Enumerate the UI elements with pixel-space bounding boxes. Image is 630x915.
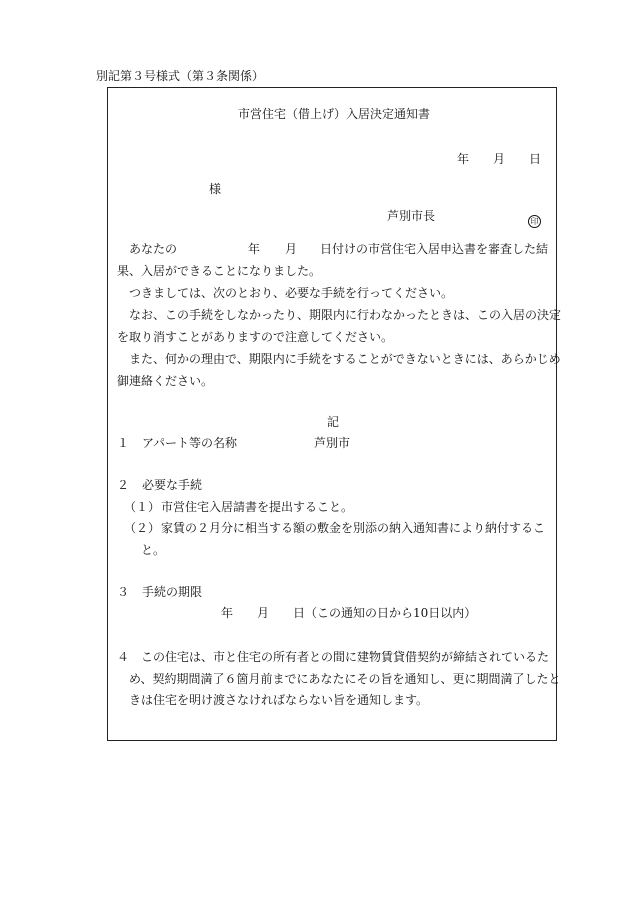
item3-number: ３ <box>117 585 130 599</box>
item4-line3: きは住宅を明け渡さなければならない旨を通知します。 <box>129 693 429 707</box>
body-p2: つきましては、次のとおり、必要な手続を行ってください。 <box>129 286 454 300</box>
date-year-label: 年 <box>457 152 470 166</box>
item1-value: 芦別市 <box>314 436 351 450</box>
item3-label: 手続の期限 <box>142 585 203 599</box>
item3-month: 月 <box>257 606 270 620</box>
form-label: 別記第３号様式（第３条関係） <box>96 69 265 83</box>
date-day-label: 日 <box>529 152 542 166</box>
item4-line2: め、契約期間満了６箇月前までにあなたにその旨を通知し、更に期間満了したと <box>129 672 561 686</box>
item4-line1: この住宅は、市と住宅の所有者との間に建物賃貸借契約が締結されているた <box>141 650 550 664</box>
body-p1-year: 年 <box>248 242 261 256</box>
item2-number: ２ <box>117 478 130 492</box>
seal-icon: 印 <box>528 215 541 228</box>
ki-heading: 記 <box>327 415 340 429</box>
body-p1-line2: 果、入居ができることになりました。 <box>117 264 322 278</box>
item2-sub1-text: 市営住宅入居請書を提出すること。 <box>161 500 354 514</box>
body-p4-line1: また、何かの理由で、期限内に手続をすることができないときには、あらかじめ <box>129 352 561 366</box>
body-p1-start: あなたの <box>129 242 178 256</box>
item3-day-note: 日（この通知の日から10日以内） <box>293 606 477 620</box>
body-p3-line1: なお、この手続をしなかったり、期限内に行わなかったときは、この入居の決定 <box>129 308 562 322</box>
body-p3-line2: を取り消すことがありますので注意してください。 <box>117 330 394 344</box>
addressee-suffix: 様 <box>209 182 222 196</box>
item4-number: ４ <box>117 650 130 664</box>
item1-number: １ <box>117 436 130 450</box>
body-p1-month: 月 <box>285 242 298 256</box>
document-title: 市営住宅（借上げ）入居決定通知書 <box>238 107 431 121</box>
seal-mark <box>528 209 541 228</box>
item1-label: アパート等の名称 <box>142 436 238 450</box>
date-month-label: 月 <box>493 152 506 166</box>
item3-year: 年 <box>221 606 234 620</box>
item2-sub2-line2: と。 <box>141 543 166 557</box>
body-p1-rest: 日付けの市営住宅入居申込書を審査した結 <box>320 242 549 256</box>
item2-sub2-number: （２） <box>124 521 161 535</box>
item2-sub1-number: （１） <box>124 500 161 514</box>
item2-sub2-line1: 家賃の２月分に相当する額の敷金を別添の納入通知書により納付するこ <box>161 521 546 535</box>
item2-label: 必要な手続 <box>142 478 203 492</box>
issuer-name: 芦別市長 <box>387 209 436 223</box>
body-p4-line2: 御連絡ください。 <box>117 374 214 388</box>
